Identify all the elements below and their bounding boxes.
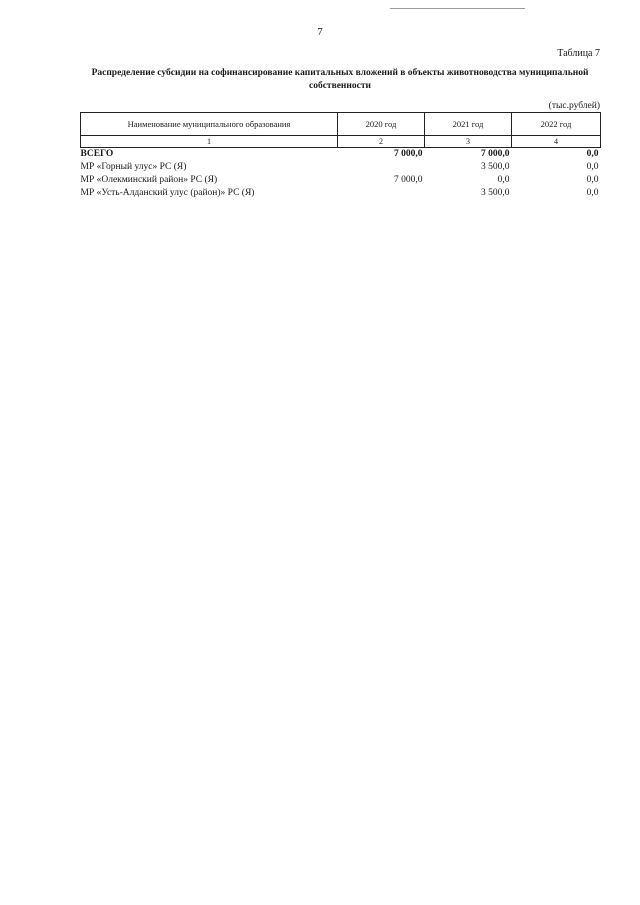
header-2021: 2021 год <box>425 113 512 136</box>
column-number-row <box>81 136 601 148</box>
table-row-total <box>81 148 601 162</box>
page-number: 7 <box>317 26 323 38</box>
subsidy-table <box>80 112 601 200</box>
total-label: ВСЕГО <box>80 149 114 159</box>
value-2022: 0,0 <box>586 175 599 185</box>
table-row <box>81 174 601 187</box>
column-number: 1 <box>81 136 338 148</box>
value-2021: 0,0 <box>497 175 510 185</box>
municipality-name: МР «Олекминский район» РС (Я) <box>80 175 218 185</box>
column-number: 4 <box>512 136 601 148</box>
municipality-name: МР «Усть-Алданский улус (район)» РС (Я) <box>80 188 255 198</box>
value-2022: 0,0 <box>586 162 599 172</box>
total-2020: 7 000,0 <box>394 149 423 159</box>
document-title: Распределение субсидии на софинансирование капитальных вложений в объекты животноводства муниципальной собственности <box>91 68 589 91</box>
units-label: (тыс.рублей) <box>548 101 600 111</box>
municipality-name: МР «Горный улус» РС (Я) <box>80 162 187 172</box>
table-label: Таблица 7 <box>557 48 600 59</box>
table-row <box>81 187 601 200</box>
header-municipality: Наименование муниципального образования <box>81 113 338 136</box>
header-2020: 2020 год <box>338 113 425 136</box>
value-2022: 0,0 <box>586 188 599 198</box>
value-2021: 3 500,0 <box>481 188 510 198</box>
total-2022: 0,0 <box>586 149 599 159</box>
header-rule <box>390 8 525 9</box>
table-header-row <box>81 113 601 136</box>
header-2022: 2022 год <box>512 113 601 136</box>
value-2020 <box>338 161 425 174</box>
column-number: 3 <box>425 136 512 148</box>
table-row <box>81 161 601 174</box>
value-2020: 7 000,0 <box>394 175 423 185</box>
value-2020 <box>338 187 425 200</box>
total-2021: 7 000,0 <box>481 149 510 159</box>
value-2021: 3 500,0 <box>481 162 510 172</box>
column-number: 2 <box>338 136 425 148</box>
